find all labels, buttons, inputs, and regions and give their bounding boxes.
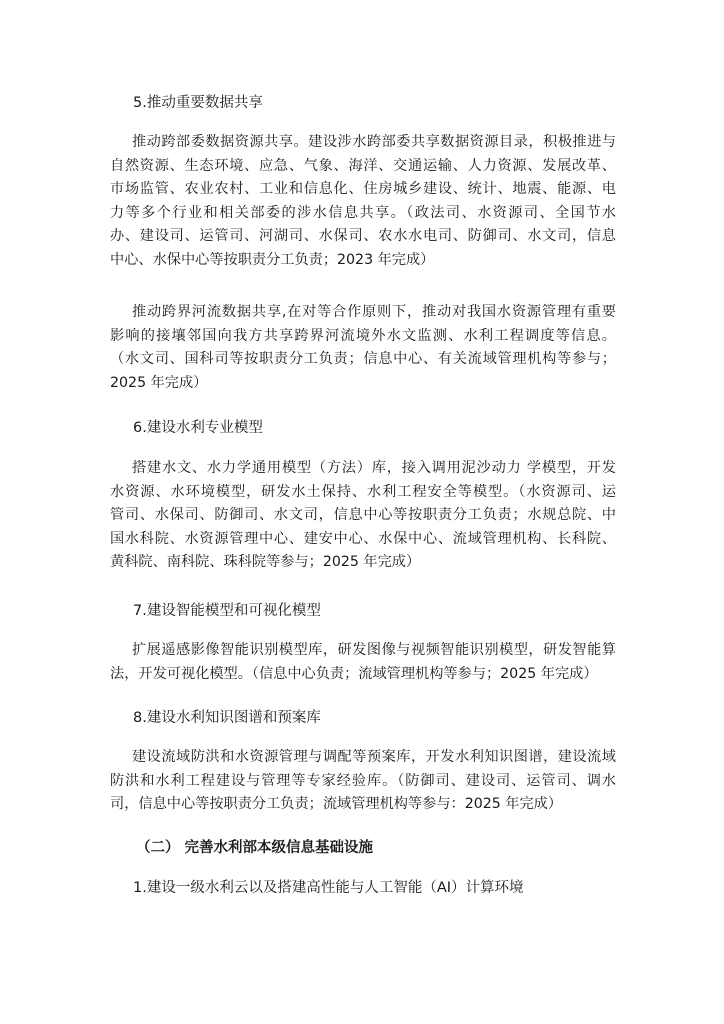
- paragraph-line: 黄科院、南科院、珠科院等参与；2025 年完成）: [110, 554, 421, 570]
- paragraph-line: 中心、水保中心等按职责分工负责；2023 年完成）: [110, 251, 435, 268]
- paragraph-intelligent-models: [110, 639, 616, 686]
- paragraph-cross-border-rivers: [110, 301, 616, 395]
- heading-7: 7.建设智能模型和可视化模型: [133, 603, 321, 619]
- heading-5: 5.推动重要数据共享: [133, 95, 263, 111]
- paragraph-line: 搭建水文、水力学通用模型（方法）库，接入调用泥沙动力 学模型，开发: [132, 460, 616, 476]
- paragraph-data-sharing-ministries: [110, 131, 616, 272]
- paragraph-line: 国水科院、水资源管理中心、建安中心、水保中心、流域管理机构、长科院、: [110, 530, 616, 547]
- paragraph-line: 管司、水保司、防御司、水文司，信息中心等按职责分工负责；水规总院、中: [110, 507, 616, 523]
- heading-1-water-cloud: 1.建设一级水利云以及搭建高性能与人工智能（AI）计算环境: [133, 880, 524, 896]
- paragraph-professional-models: [110, 457, 616, 575]
- paragraph-line: 推动跨界河流数据共享,在对等合作原则下，推动对我国水资源管理有重要: [132, 304, 616, 320]
- paragraph-line: 法，开发可视化模型。（信息中心负责；流域管理机构等参与；2025 年完成）: [110, 665, 598, 682]
- paragraph-knowledge-graph: [110, 746, 616, 817]
- heading-8: 8.建设水利知识图谱和预案库: [133, 710, 321, 726]
- paragraph-line: 防洪和水利工程建设与管理等专家经验库。（防御司、建设司、运管司、调水: [110, 772, 616, 789]
- paragraph-line: 扩展遥感影像智能识别模型库，研发图像与视频智能识别模型，研发智能算: [132, 642, 616, 658]
- paragraph-line: 司，信息中心等按职责分工负责；流域管理机构等参与：2025 年完成）: [110, 796, 563, 812]
- paragraph-line: 水资源、水环境模型，研发水土保持、水利工程安全等模型。（水资源司、运: [110, 483, 616, 500]
- paragraph-line: 办、建设司、运管司、河湖司、水保司、农水水电司、防御司、水文司，信息: [110, 228, 616, 244]
- paragraph-line: 力等多个行业和相关部委的涉水信息共享。（政法司、水资源司、全国节水: [110, 204, 616, 221]
- paragraph-line: 影响的接壤邻国向我方共享跨界河流境外水文监测、水利工程调度等信息。: [110, 327, 616, 344]
- paragraph-line: （水文司、国科司等按职责分工负责；信息中心、有关流域管理机构等参与；: [110, 351, 616, 367]
- heading-6: 6.建设水利专业模型: [133, 420, 263, 436]
- paragraph-line: 市场监管、农业农村、工业和信息化、住房城乡建设、统计、地震、能源、电: [110, 181, 616, 197]
- paragraph-line: 自然资源、生态环境、应急、气象、海洋、交通运输、人力资源、发展改革、: [110, 157, 616, 174]
- paragraph-line: 2025 年完成）: [110, 374, 208, 391]
- paragraph-line: 建设流域防洪和水资源管理与调配等预案库，开发水利知识图谱，建设流域: [132, 749, 616, 765]
- paragraph-line: 推动跨部委数据资源共享。建设涉水跨部委共享数据资源目录，积极推进与: [132, 134, 616, 150]
- section-heading-2: （二） 完善水利部本级信息基础设施: [136, 840, 374, 856]
